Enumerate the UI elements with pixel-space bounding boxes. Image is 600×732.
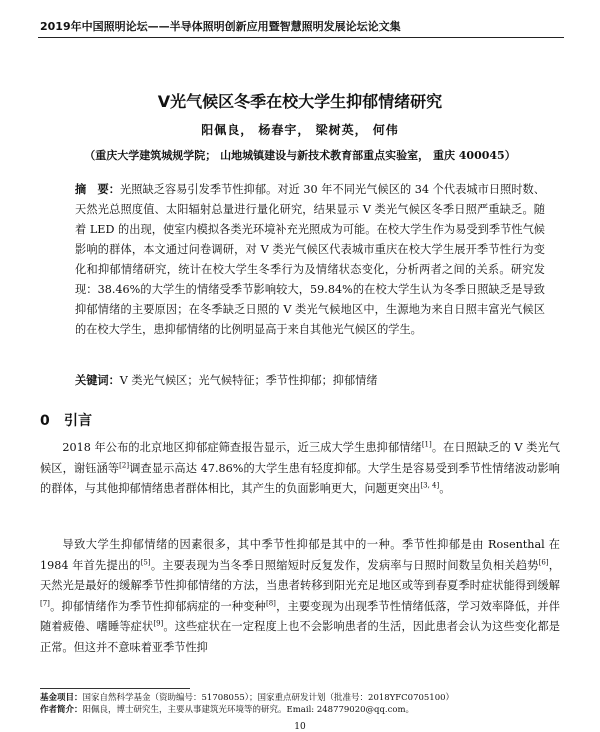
abstract-text: 光照缺乏容易引发季节性抑郁。对近 30 年不同光气候区的 34 个代表城市日照时数、天然光总照度值、太阳辐射总量进行量化研究，结果显示 V 类光气候区冬季日照严重缺乏。随着 LED 的出现，使室内模拟各类光环境补充光照成为可能。在校大学生作为易受到季节性气候影响的群体，本文通过问卷调研，对 V 类光气候区代表城市重庆在校大学生展开季节性行为变化和抑郁情绪研究，统计在校大学生冬季行为及情绪状态变化，分析两者之间的关系。研究发现：38.46%的大学生的情绪受季节影响较大，59.84%的在校大学生认为冬季日照缺乏是导致抑郁情绪的主要原因；在冬季缺乏日照的 V 类光气候地区中，生源地为来自日照丰富光气候区的在校大学生，患抑郁情绪的比例明显高于来自其他光气候区的学生。 [75, 183, 545, 336]
intro-p1-text-2: 。在日照缺乏的 V 类光气候区，谢钰涵等 [40, 441, 561, 475]
footnote-funding [40, 692, 560, 704]
citation-ref[interactable]: [5] [140, 557, 151, 566]
page-number: 10 [294, 722, 306, 732]
intro-paragraph-1 [40, 438, 560, 500]
paper-title: V光气候区冬季在校大学生抑郁情绪研究 [157, 92, 443, 111]
intro-p2-text-3: ，天然光是最好的缓解季节性抑郁情绪的方法，当患者转移到阳光充足地区或等到春夏季时症状能得到缓解 [40, 558, 560, 592]
abstract-label: 摘 要： [75, 183, 120, 196]
header-rule [38, 37, 564, 38]
intro-p2-text-1: 导致大学生抑郁情绪的因素很多，其中季节性抑郁是其中的一种。季节性抑郁是由 Rosenthal 在 1984 年首先提出的 [40, 538, 560, 572]
section-number: 0 [40, 413, 50, 429]
citation-ref[interactable]: [8] [266, 598, 276, 607]
intro-p2-text-2: 。主要表现为当冬季日照缩短时反复发作，发病率与日照时间数呈负相关趋势 [150, 558, 539, 572]
intro-p2-text-4: 。抑郁情绪作为季节性抑郁病症的一种变种 [49, 599, 266, 613]
author-list: 阳佩良， 杨春宇， 梁树英， 何伟 [201, 123, 399, 137]
section-heading-introduction [40, 412, 240, 430]
footnote-author [40, 704, 560, 716]
intro-p2-text-6: 。这些症状在一定程度上也不会影响患者的生活，因此患者会认为这些变化都是正常。但这并不意味着亚季节性抑 [40, 620, 560, 654]
footnote-author-text: 阳佩良，博士研究生，主要从事建筑光环境等的研究。Email: 248779020@qq.com。 [82, 705, 415, 715]
section-title: 引言 [64, 413, 92, 429]
author-affiliation: （重庆大学建筑城规学院； 山地城镇建设与新技术教育部重点实验室， 重庆 400045） [84, 149, 516, 162]
intro-p1-text-4: 。 [439, 482, 451, 495]
intro-p1-text-3: 调查显示高达 47.86%的大学生患有轻度抑郁。大学生是容易受到季节性情绪波动影响的群体，与其他抑郁情绪患者群体相比，其产生的负面影响更大，问题更突出 [40, 461, 560, 495]
abstract [75, 180, 545, 340]
footnote-rule [40, 688, 190, 689]
citation-ref[interactable]: [2] [119, 460, 130, 469]
intro-p1-text-1: 2018 年公布的北京地区抑郁症筛查报告显示，近三成大学生患抑郁情绪 [62, 441, 422, 454]
keywords [75, 373, 545, 389]
keywords-label: 关键词： [75, 374, 120, 387]
footnote-author-label: 作者简介： [40, 705, 83, 715]
citation-ref[interactable]: [9] [153, 619, 164, 628]
intro-paragraph-2 [40, 535, 560, 658]
citation-ref[interactable]: [6] [538, 557, 549, 566]
keywords-text: V 类光气候区；光气候特征；季节性抑郁；抑郁情绪 [119, 374, 378, 387]
citation-ref[interactable]: [7] [40, 598, 50, 607]
intro-p2-text-5: ，主要变现为出现季节性情绪低落，学习效率降低，并伴随着疲倦、嗜睡等症状 [40, 599, 560, 633]
footnote-funding-label: 基金项目： [40, 693, 83, 703]
running-header: 2019年中国照明论坛——半导体照明创新应用暨智慧照明发展论坛论文集 [40, 20, 401, 33]
citation-ref[interactable]: [1] [421, 440, 432, 449]
footnote-funding-text: 国家自然科学基金（资助编号：51708055）；国家重点研发计划（批准号：2018YFC0705100） [82, 693, 455, 703]
citation-ref[interactable]: [3, 4] [420, 481, 440, 490]
